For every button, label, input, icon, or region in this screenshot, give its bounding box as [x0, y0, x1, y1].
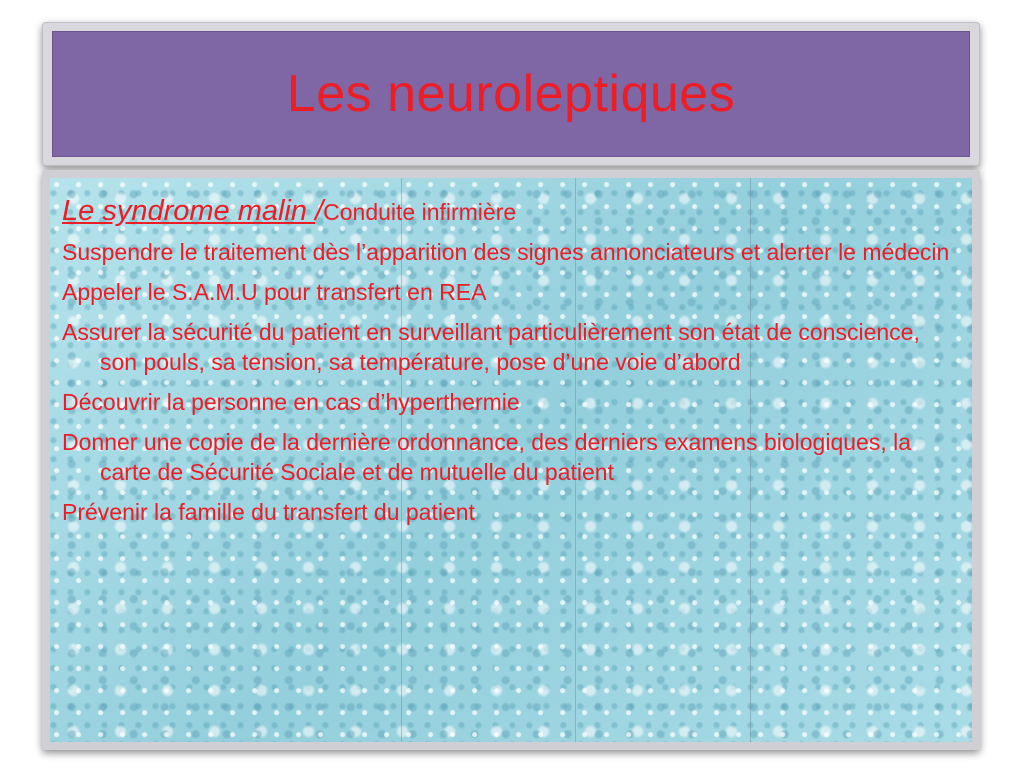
list-item: Donner une copie de la dernière ordonnance, des derniers examens biologiques, la carte de Sécurité Sociale et de mutuelle du patient	[62, 429, 912, 485]
list-item: Assurer la sécurité du patient en surveillant particulièrement son état de conscience, son pouls, sa tension, sa température, pose d’une voie d’abord	[62, 319, 920, 375]
heading-main: Le syndrome malin	[62, 195, 316, 227]
heading-subtitle: Conduite infirmière	[323, 199, 517, 225]
list-item: Prévenir la famille du transfert du patient	[62, 499, 475, 525]
heading-slash: /	[315, 195, 324, 227]
list-item: Appeler le S.A.M.U pour transfert en REA	[62, 279, 487, 305]
slide-title: Les neuroleptiques	[286, 65, 736, 123]
section-heading	[62, 196, 962, 227]
title-frame	[42, 22, 980, 166]
list-item: Suspendre le traitement dès l’apparition des signes annonciateurs et alerter le médecin	[62, 239, 950, 265]
content-text	[62, 196, 962, 537]
content-frame	[42, 170, 980, 750]
title-box	[52, 31, 970, 157]
bullet-list	[62, 237, 962, 527]
list-item: Découvrir la personne en cas d’hyperthermie	[62, 389, 520, 415]
content-panel	[50, 178, 972, 742]
